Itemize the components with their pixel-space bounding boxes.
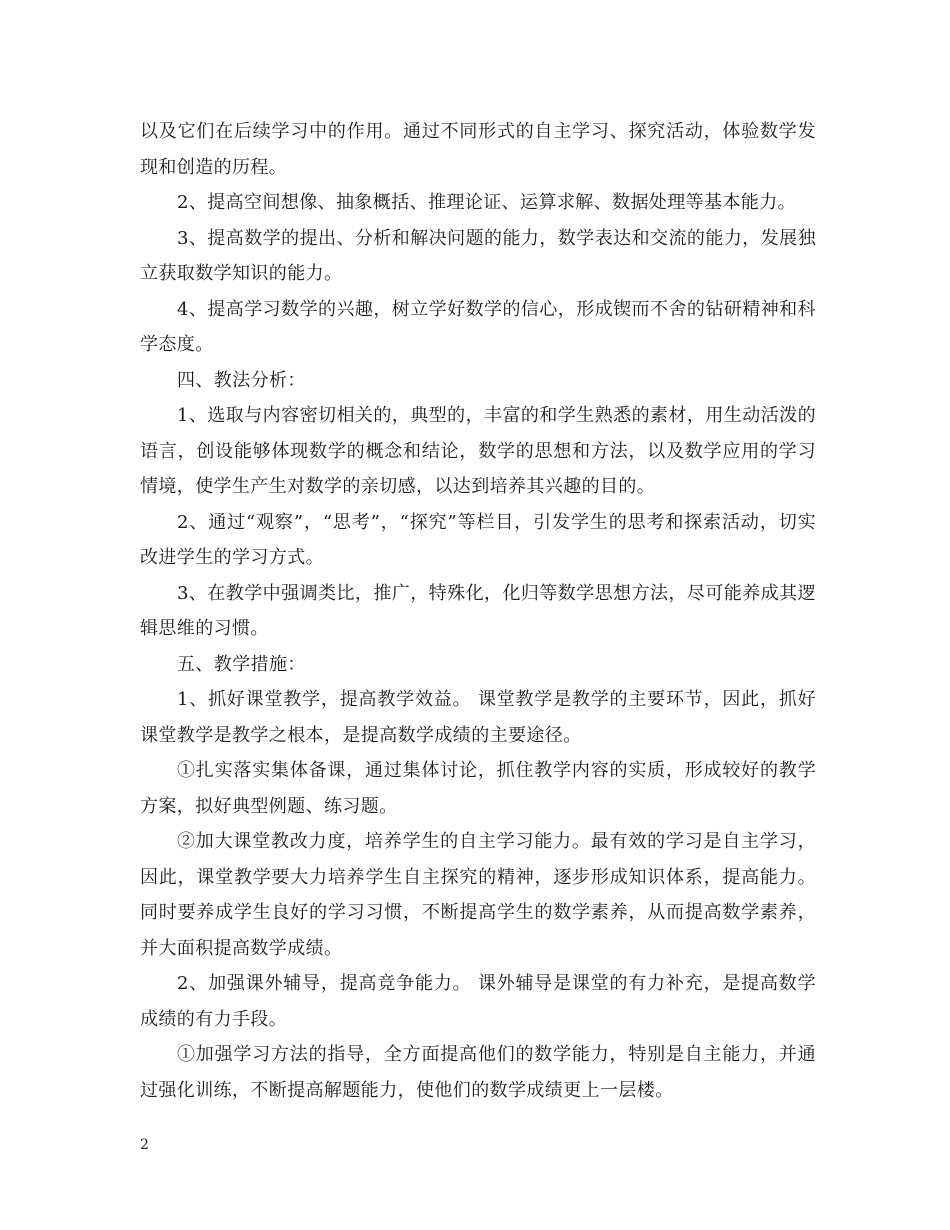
paragraph: 3、提高数学的提出、分析和解决问题的能力，数学表达和交流的能力，发展独立获取数学知识的能力。 (140, 227, 816, 284)
paragraph: 2、加强课外辅导，提高竞争能力。 课外辅导是课堂的有力补充，是提高数学成绩的有力手段。 (140, 973, 816, 1030)
paragraph: ①扎实落实集体备课，通过集体讨论，抓住教学内容的实质，形成较好的教学方案，拟好典型例题、练习题。 (140, 760, 816, 817)
paragraph: 2、提高空间想像、抽象概括、推理论证、运算求解、数据处理等基本能力。 (177, 192, 797, 213)
paragraph: 4、提高学习数学的兴趣，树立学好数学的信心，形成锲而不舍的钻研精神和科学态度。 (140, 298, 816, 355)
paragraph: 1、抓好课堂教学，提高教学效益。 课堂教学是教学的主要环节，因此，抓好课堂教学是教学之根本，是提高数学成绩的主要途径。 (140, 689, 816, 746)
section-heading: 四、教法分析： (177, 369, 306, 391)
section-heading: 五、教学措施： (177, 653, 306, 675)
document-body (140, 114, 816, 1108)
paragraph: 1、选取与内容密切相关的，典型的，丰富的和学生熟悉的素材，用生动活泼的语言，创设能够体现数学的概念和结论，数学的思想和方法，以及数学应用的学习情境，使学生产生对数学的亲切感，以达到培养其兴趣的目的。 (140, 405, 816, 497)
paragraph: 以及它们在后续学习中的作用。通过不同形式的自主学习、探究活动，体验数学发现和创造的历程。 (140, 121, 816, 178)
paragraph: 2、通过“观察”，“思考”，“探究”等栏目，引发学生的思考和探索活动，切实改进学生的学习方式。 (140, 511, 816, 568)
page-number: 2 (140, 1137, 149, 1153)
paragraph: ①加强学习方法的指导，全方面提高他们的数学能力，特别是自主能力，并通过强化训练，不断提高解题能力，使他们的数学成绩更上一层楼。 (140, 1044, 816, 1101)
paragraph: ②加大课堂教改力度，培养学生的自主学习能力。最有效的学习是自主学习，因此，课堂教学要大力培养学生自主探究的精神，逐步形成知识体系，提高能力。同时要养成学生良好的学习习惯，不断提高学生的数学素养，从而提高数学素养，并大面积提高数学成绩。 (140, 831, 816, 959)
paragraph: 3、在教学中强调类比，推广，特殊化，化归等数学思想方法，尽可能养成其逻辑思维的习惯。 (140, 582, 816, 639)
